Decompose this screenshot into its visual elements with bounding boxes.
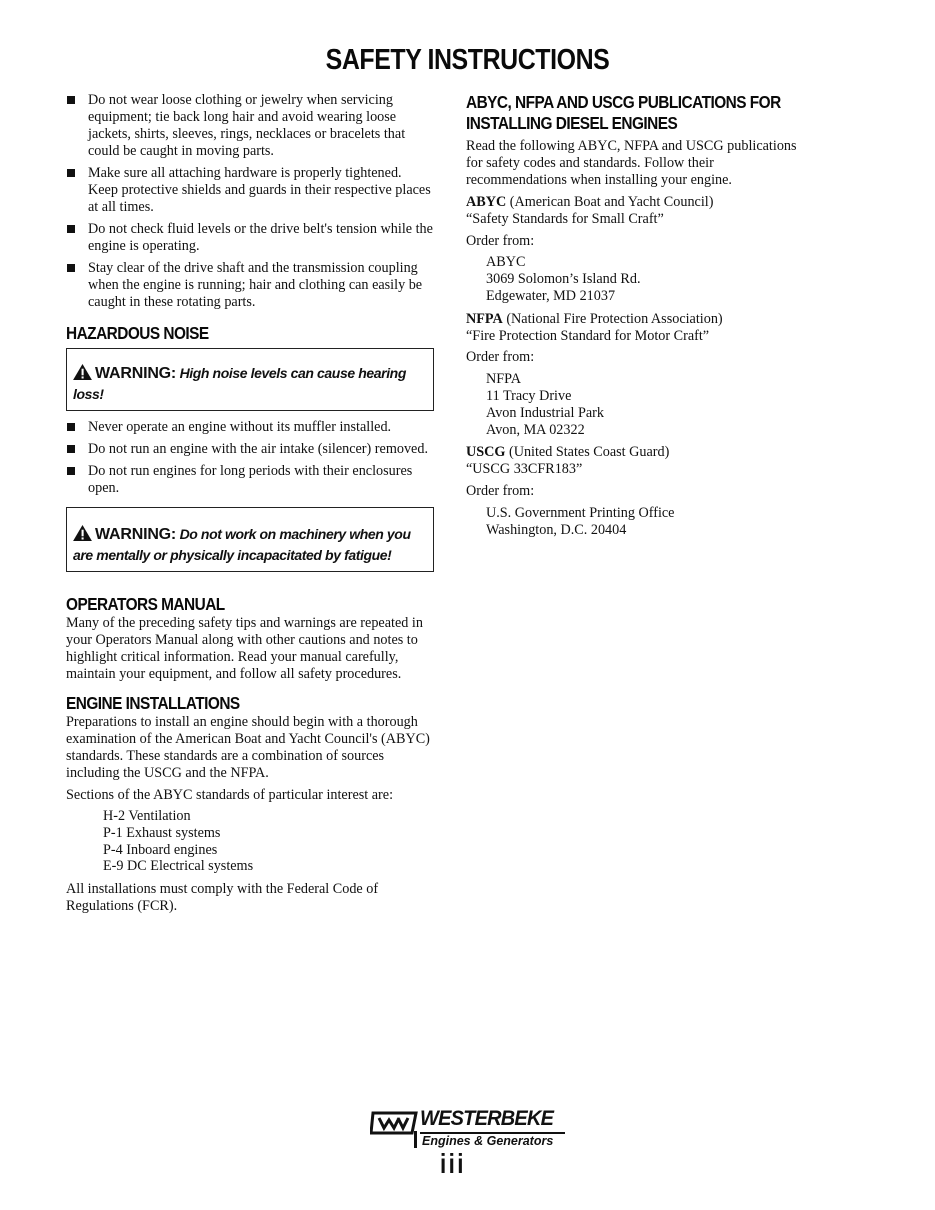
list-item: Make sure all attaching hardware is properly tightened. Keep protective shields and guards in their respective places at all times. [66,165,434,216]
hazardous-noise-heading: HAZARDOUS NOISE [66,323,209,343]
sections-intro: Sections of the ABYC standards of particular interest are: [66,787,394,803]
list-item: Do not check fluid levels or the drive belt's tension while the engine is operating. [66,221,434,255]
org-full-name: (American Boat and Yacht Council) [509,194,714,210]
square-bullet-icon [67,423,75,431]
publication-title: “Safety Standards for Small Craft” [466,210,664,227]
operators-manual-heading: OPERATORS MANUAL [66,594,225,614]
engine-installations-heading: ENGINE INSTALLATIONS [66,693,240,713]
left-column [66,92,434,920]
noise-list [66,419,434,497]
square-bullet-icon [67,225,75,233]
warning-text: High noise levels can cause hearing loss! [73,365,406,402]
address: ABYC 3069 Solomon’s Island Rd. Edgewater, MD 21037 [486,254,641,304]
org-full-name: (National Fire Protection Association) [506,310,723,327]
noise-warning-box [66,348,434,411]
publications-heading-line2: INSTALLING DIESEL ENGINES [466,113,678,133]
list-item: P-4 Inboard engines [103,841,218,858]
address: U.S. Government Printing Office Washington, D.C. 20404 [486,504,675,538]
general-safety-list [66,92,434,311]
square-bullet-icon [67,445,75,453]
publication-nfpa [466,311,816,439]
abyc-sections-list [66,808,434,875]
logo-stem [414,1131,417,1148]
warning-label: WARNING: [95,526,177,543]
publications-heading-line1: ABYC, NFPA AND USCG PUBLICATIONS FOR [466,92,781,112]
brand-name: WESTERBEKE [420,1107,554,1130]
page-title: SAFETY INSTRUCTIONS [325,44,610,76]
brand-tagline: Engines & Generators [422,1134,554,1148]
fatigue-warning-box [66,507,434,572]
square-bullet-icon [67,467,75,475]
list-item: Do not run engines for long periods with their enclosures open. [66,463,434,497]
list-item: Do not wear loose clothing or jewelry when servicing equipment; tie back long hair and avoid wearing loose jackets, shirts, sleeves, rings, necklaces or bracelets that could be caught in moving parts. [66,92,434,160]
operators-manual-body: Many of the preceding safety tips and warnings are repeated in your Operators Manual along with other cautions and notes to highlight critical information. Read your manual carefully, maintain your equipment, and follow all safety procedures. [66,615,423,682]
order-from-label: Order from: [466,349,535,366]
list-item: P-1 Exhaust systems [103,824,221,841]
warning-triangle-icon [73,525,92,541]
engine-installations-closing: All installations must comply with the Federal Code of Regulations (FCR). [66,881,379,915]
list-item: H-2 Ventilation [103,808,191,824]
engine-installations-body: Preparations to install an engine should begin with a thorough examination of the American Boat and Yacht Council's (ABYC) standards. These standards are a combination of sources including the USCG and the NFPA. [66,714,430,781]
list-item: Do not run an engine with the air intake (silencer) removed. [66,441,434,458]
page-number: iii [440,1148,466,1179]
westerbeke-w-emblem-icon [370,1110,418,1136]
org-full-name: (United States Coast Guard) [508,444,670,461]
list-item: Never operate an engine without its muffler installed. [66,419,434,436]
list-item: E-9 DC Electrical systems [103,858,254,875]
publication-title: “Fire Protection Standard for Motor Craft” [466,327,710,344]
publication-title: “USCG 33CFR183” [466,461,583,478]
warning-label: WARNING: [95,365,177,382]
warning-triangle-icon [73,364,92,380]
square-bullet-icon [67,96,75,104]
publication-abyc [466,194,816,305]
order-from-label: Order from: [466,482,535,499]
order-from-label: Order from: [466,232,535,249]
square-bullet-icon [67,264,75,272]
org-abbrev: USCG [466,444,506,461]
org-abbrev: NFPA [466,310,503,327]
square-bullet-icon [67,169,75,177]
right-column [466,92,816,538]
list-item: Stay clear of the drive shaft and the transmission coupling when the engine is running; hair and clothing can easily be caught in these rotating parts. [66,260,434,311]
address: NFPA 11 Tracy Drive Avon Industrial Park Avon, MA 02322 [486,371,604,438]
warning-text: Do not work on machinery when you are mentally or physically incapacitated by fatigue! [73,526,411,563]
publications-intro: Read the following ABYC, NFPA and USCG publications for safety codes and standards. Follow their recommendations when installing your engine. [466,138,797,188]
org-abbrev: ABYC [466,194,507,210]
publication-uscg [466,444,816,538]
